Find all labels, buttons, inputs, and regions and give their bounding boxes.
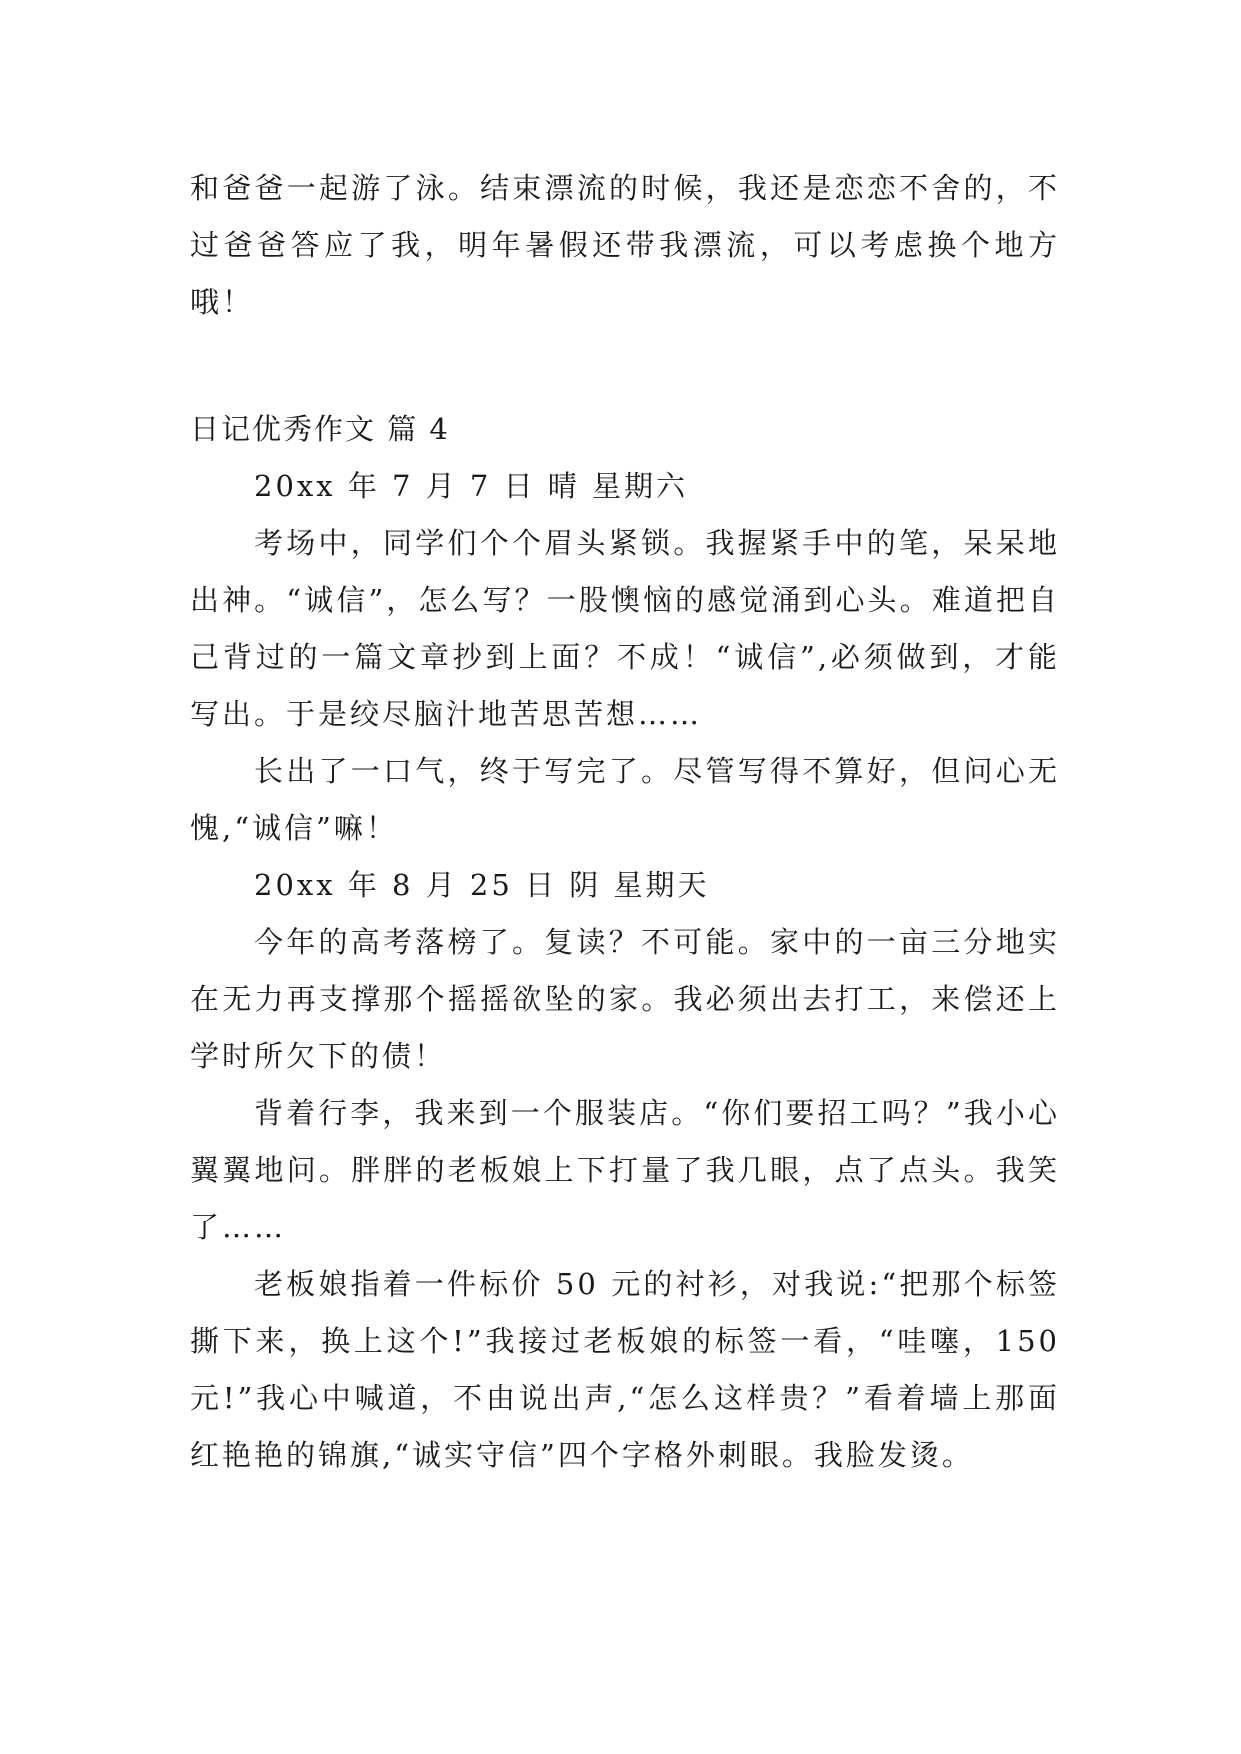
intro-paragraph: 和爸爸一起游了泳。结束漂流的时候，我还是恋恋不舍的，不过爸爸答应了我，明年暑假还带我漂流，可以考虑换个地方哦！ [190,171,1060,319]
entry2-date-line: 20xx 年 8 月 25 日 阴 星期天 [254,868,710,902]
section-spacer [190,331,1060,401]
entry1-paragraph-2: 长出了一口气，终于写完了。尽管写得不算好，但问心无愧,“诚信”嘛！ [190,754,1060,845]
entry1-paragraph-1: 考场中，同学们个个眉头紧锁。我握紧手中的笔，呆呆地出神。“诚信”，怎么写？一股懊恼的感觉涌到心头。难道把自己背过的一篇文章抄到上面？不成！“诚信”,必须做到，才能写出。于是绞尽脑汁地苦思苦想…… [190,526,1060,731]
entry2-paragraph-3: 老板娘指着一件标价 50 元的衬衫，对我说:“把那个标签撕下来，换上这个!”我接过老板娘的标签一看，“哇噻，150 元!”我心中喊道，不由说出声,“怎么这样贵？”看着墙上那面红艳艳的锦旗,“诚实守信”四个字格外刺眼。我脸发烫。 [190,1267,1060,1472]
entry2-paragraph-1: 今年的高考落榜了。复读？不可能。家中的一亩三分地实在无力再支撑那个摇摇欲坠的家。我必须出去打工，来偿还上学时所欠下的债！ [190,925,1060,1073]
section-title: 日记优秀作文 篇 4 [190,412,450,446]
entry2-paragraph-2: 背着行李，我来到一个服装店。“你们要招工吗？”我小心翼翼地问。胖胖的老板娘上下打量了我几眼，点了点头。我笑了…… [190,1096,1060,1244]
entry1-date-line: 20xx 年 7 月 7 日 晴 星期六 [254,469,689,503]
document-page [190,160,1060,1484]
